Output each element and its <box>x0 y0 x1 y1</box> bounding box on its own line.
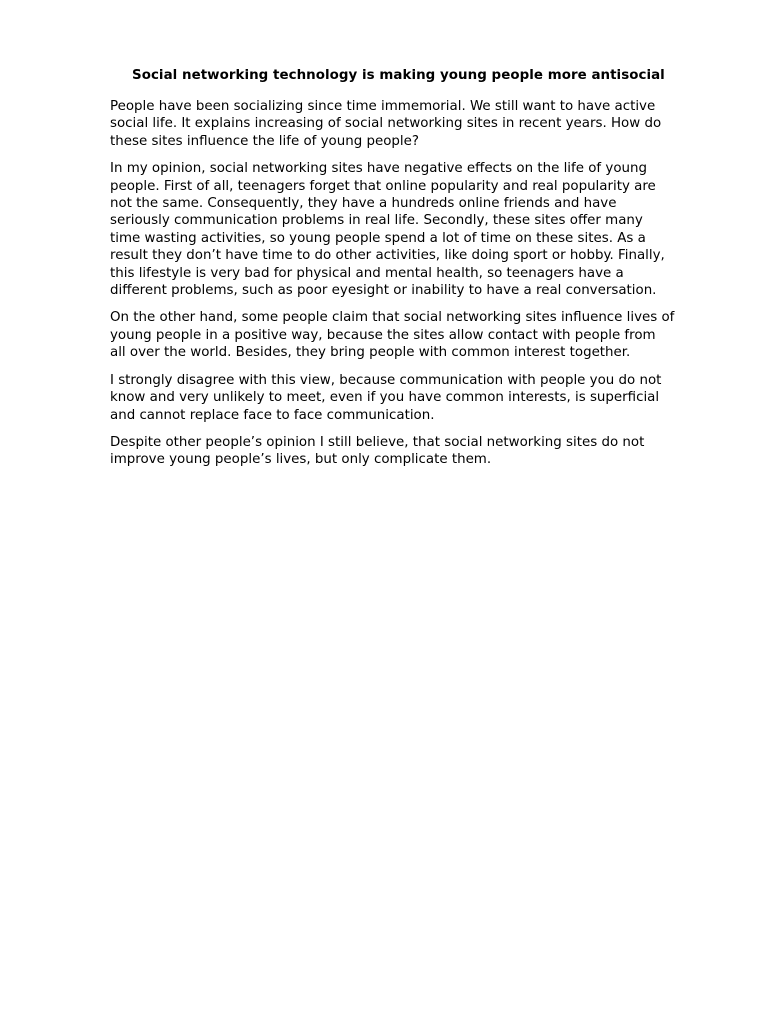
paragraph-opinion: In my opinion, social networking sites have negative effects on the life of young people. First of all, teenagers forget that online popularity and real popularity are not the same. Consequently, they have a hundreds online friends and have seriously communication problems in real life. Secondly, these sites offer many time wasting activities, so young people spend a lot of time on these sites. As a result they don’t have time to do other activities, like doing sport or hobby. Finally, this lifestyle is very bad for physical and mental health, so teenagers have a different problems, such as poor eyesight or inability to have a real conversation. <box>110 161 665 299</box>
paragraph-rebuttal: I strongly disagree with this view, because communication with people you do not know and very unlikely to meet, even if you have common interests, is superficial and cannot replace face to face communication. <box>110 372 662 423</box>
paragraph-counterargument: On the other hand, some people claim that social networking sites influence lives of young people in a positive way, because the sites allow contact with people from all over the world. Besides, they bring people with common interest together. <box>110 310 675 361</box>
document-title: Social networking technology is making young people more antisocial <box>132 68 665 83</box>
paragraph-intro: People have been socializing since time immemorial. We still want to have active social life. It explains increasing of social networking sites in recent years. How do these sites influence the life of young people? <box>110 99 662 149</box>
paragraph-conclusion: Despite other people’s opinion I still believe, that social networking sites do not improve young people’s lives, but only complicate them. <box>110 434 645 468</box>
